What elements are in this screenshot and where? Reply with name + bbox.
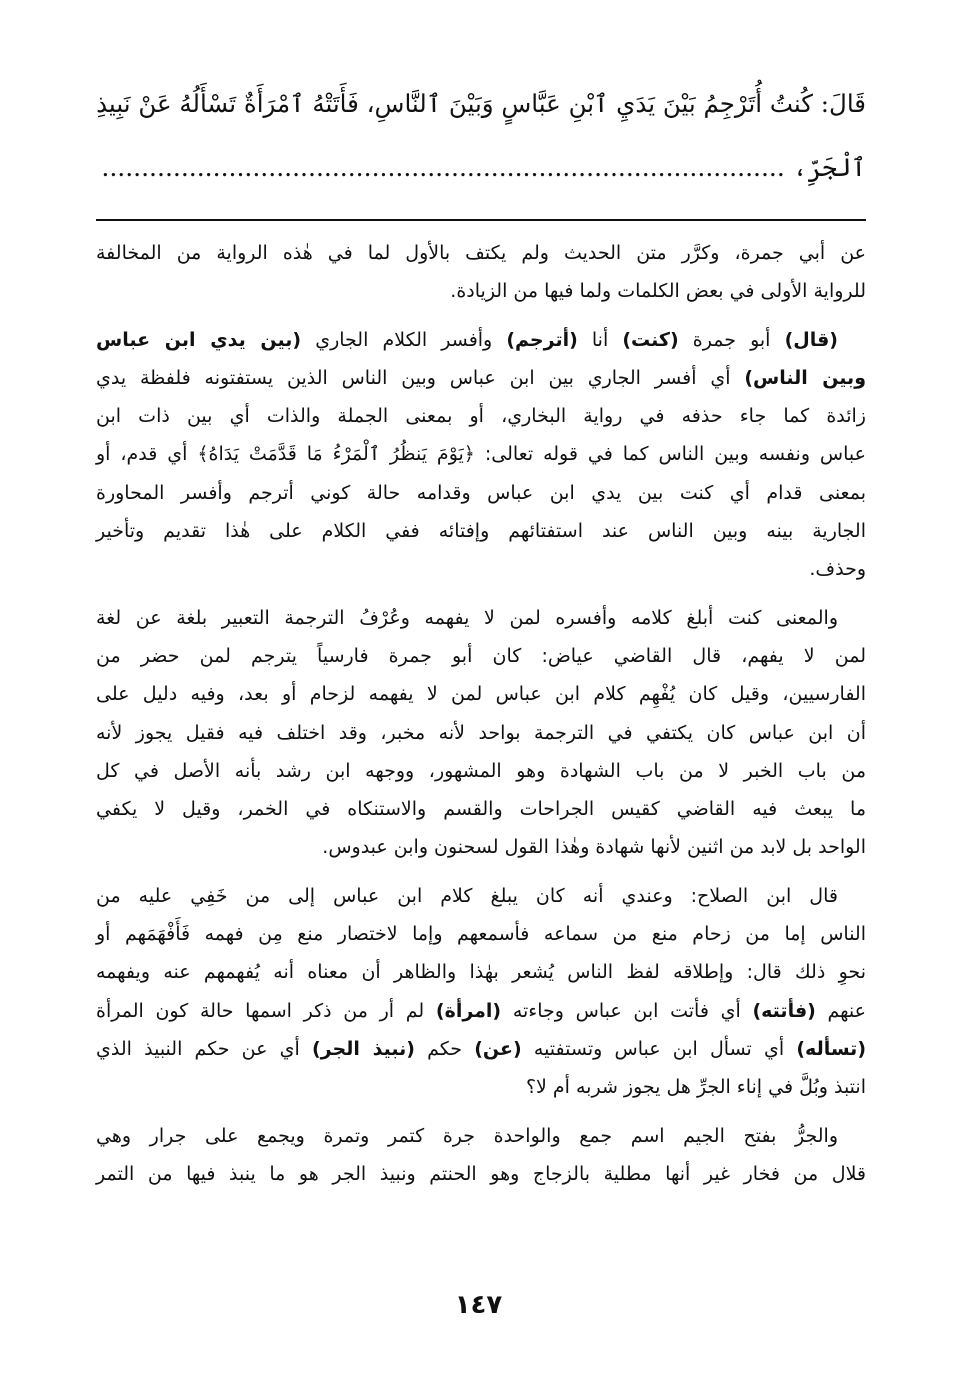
- text-line: نحوِ ذلك قال: وإطلاقه لفظ الناس يُشعر بهٰذا والظاهر أن معناه أنه يُفهمهم عنه ويفهمه: [96, 961, 866, 984]
- bold-term: (قال): [784, 328, 838, 351]
- bold-term: (امرأة): [435, 999, 502, 1022]
- commentary: [96, 234, 866, 1203]
- text-run: لم أر من ذكر اسمها حالة كون المرأة: [96, 999, 436, 1022]
- text-line: وحذف.: [809, 558, 866, 581]
- bold-term: (نبيذ الجر): [312, 1037, 415, 1060]
- text-line: الفارسيين، وقيل كان يُفْهِم كلام ابن عباس لمن لا يفهمه لزحام أو بعد، وفيه دليل على: [96, 683, 866, 706]
- text-line: [96, 359, 866, 397]
- hadith-text: [96, 72, 866, 200]
- text-line: الناس إما من زحام منع من سماعه فأسمعهم وإما لاختصار منع مِن فهمه فَأَفْهَمَهم أو: [96, 923, 866, 946]
- text-line: [96, 321, 866, 359]
- page-number: ١٤٧: [454, 1290, 503, 1320]
- text-run: أي فأتت ابن عباس وجاءته: [501, 999, 753, 1022]
- bold-term: (أترجم): [506, 328, 578, 351]
- bold-term: (تسأله): [796, 1037, 867, 1060]
- text-run: وأفسر الكلام الجاري: [301, 328, 507, 351]
- text-line: أن ابن عباس كان يكتفي في الترجمة بواحد لأنه مخبر، وقد اختلف فيه فقيل يجوز لأنه: [96, 721, 866, 744]
- text-line: والمعنى كنت أبلغ كلامه وأفسره لمن لا يفهمه وعُرْفُ الترجمة التعبير بلغة عن لغة: [96, 606, 838, 629]
- separator-rule: [96, 219, 866, 221]
- bold-term: (كنت): [622, 328, 679, 351]
- text-line: [96, 992, 866, 1030]
- text-line: [96, 1030, 866, 1068]
- bold-term: (فأتته): [752, 999, 816, 1022]
- text-line: انتبذ وبُلَّ في إناء الجرِّ هل يجوز شربه أم لا؟: [525, 1076, 866, 1099]
- text-line: الجارية بينه وبين الناس عند استفتائهم وإفتائه ففي الكلام على هٰذا تقديم وتأخير: [96, 520, 866, 543]
- text-line: بمعنى قدام أي كنت بين يدي ابن عباس وقدامه حالة كوني أترجم وأفسر المحاورة: [96, 481, 866, 504]
- text-run: أنا: [577, 328, 623, 351]
- text-line: للرواية الأولى في بعض الكلمات ولما فيها من الزيادة.: [450, 280, 866, 303]
- paragraph: [96, 321, 866, 589]
- paragraph: [96, 1117, 866, 1194]
- bold-term: (بين يدي ابن عباس: [96, 328, 302, 351]
- text-line: لمن لا يفهم، قال القاضي عياض: كان أبو جمرة فارسياً يترجم لمن حضر من: [96, 644, 866, 667]
- text-line: عباس ونفسه وبين الناس كما في قوله تعالى: ﴿يَوْمَ يَنظُرُ ٱلْمَرْءُ مَا قَدَّمَتْ يَدَاهُ﴾ أي قدم، أو: [96, 443, 866, 466]
- hadith-line: ٱلْجَرِّ، ......................................................................................: [101, 153, 866, 182]
- text-line: الواحد بل لابد من اثنين لأنها شهادة وهٰذا القول لسحنون وابن عبدوس.: [322, 836, 866, 859]
- bold-term: وبين الناس): [744, 366, 866, 389]
- paragraph: [96, 877, 866, 1107]
- text-run: أي عن حكم النبيذ الذي: [96, 1037, 312, 1060]
- paragraph: [96, 599, 866, 867]
- text-run: حكم: [414, 1037, 475, 1060]
- text-line: قال ابن الصلاح: وعندي أنه كان يبلغ كلام ابن عباس إلى من خَفِي عليه من: [96, 884, 838, 907]
- text-run: أي أفسر الجاري بين ابن عباس وبين الناس الذين يستفتونه فلفظة يدي: [96, 366, 745, 389]
- text-line: ما يبعث فيه القاضي كقيس الجراحات والقسم والاستنكاه في الخمر، وقيل لا يكفي: [96, 798, 866, 821]
- text-run: أي تسأل ابن عباس وتستفتيه: [521, 1037, 797, 1060]
- text-line: زائدة كما جاء حذفه في رواية البخاري، أو بمعنى الجملة والذات أي بين ذات ابن: [96, 405, 866, 428]
- text-line: والجرُّ بفتح الجيم اسم جمع والواحدة جرة كتمر وتمرة ويجمع على جرار وهي: [96, 1124, 838, 1147]
- paragraph: [96, 234, 866, 311]
- text-line: من باب الخبر لا من باب الشهادة وهو المشهور، ووجهه ابن رشد بأنه الأصل في كل: [96, 759, 866, 782]
- text-line: قلال من فخار غير أنها مطلية بالزجاج وهو الحنتم ونبيذ الجر هو ما ينبذ فيها من التمر: [96, 1162, 866, 1185]
- text-run: أبو جمرة: [678, 328, 785, 351]
- text-line: عن أبي جمرة، وكرَّر متن الحديث ولم يكتف بالأول لما في هٰذه الرواية من المخالفة: [96, 242, 866, 264]
- text-run: عنهم: [815, 999, 866, 1022]
- hadith-line: قَالَ: كُنتُ أُتَرْجِمُ بَيْنَ يَدَيِ ٱبْنِ عَبَّاسٍ وَبَيْنَ ٱلنَّاسِ، فَأَتَتْهُ ٱمْرَأَةٌ تَسْأَلُهُ عَنْ نَبِيذِ: [96, 89, 866, 118]
- bold-term: (عن): [474, 1037, 522, 1060]
